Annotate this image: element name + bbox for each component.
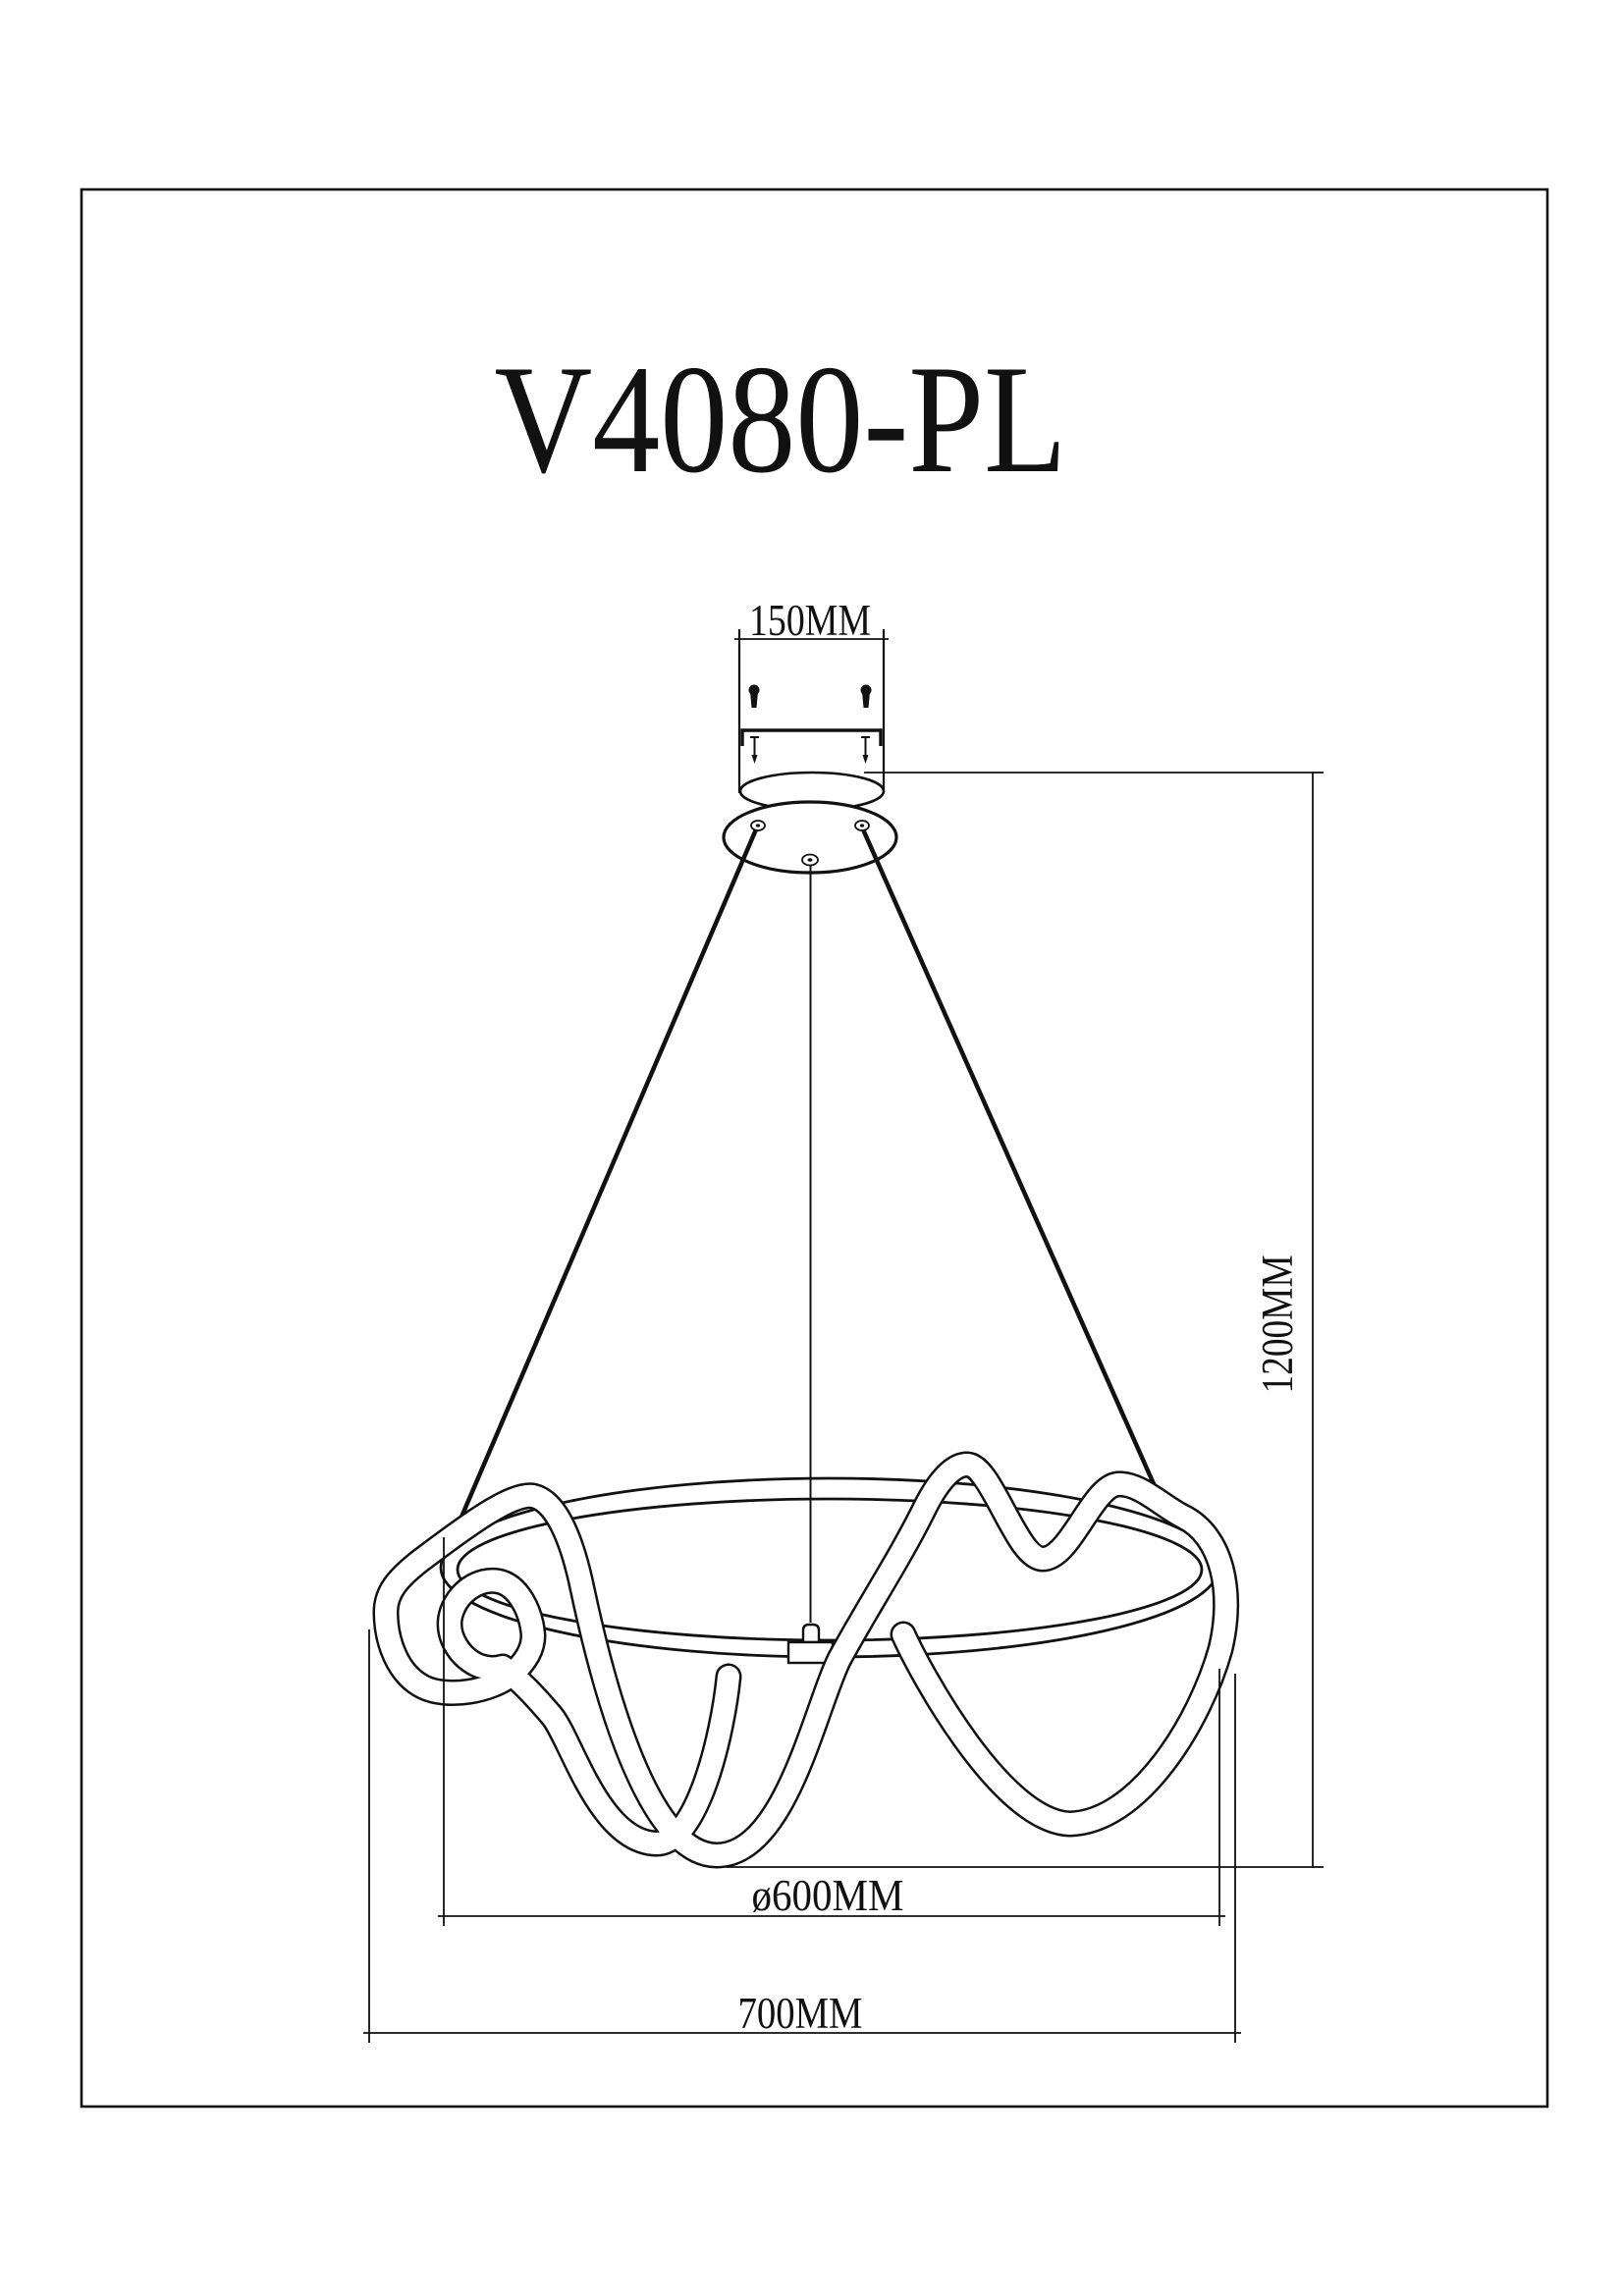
cable-right [863,829,1166,1513]
dim-label-1200mm: 1200MM [1253,1226,1302,1394]
keyhole-slot-left-icon [749,685,760,709]
keyhole-slots [749,685,872,709]
canopy-hole-right [855,821,869,830]
mounting-bracket [734,629,889,793]
screw-right-icon [861,737,870,764]
connector-knob [803,1625,819,1642]
mounting-screws [750,737,870,764]
product-title: V4080-PL [494,334,1067,506]
mounting-crossbar [742,730,881,746]
canopy-hole-center [802,855,818,866]
screw-left-icon [750,737,759,764]
dim-label-150mm: 150MM [749,596,871,645]
dim-label-700mm: 700MM [737,1989,863,2038]
keyhole-slot-right-icon [861,685,872,709]
dim-label-600mm: ø600MM [751,1870,904,1920]
canopy-hole-left [751,821,765,830]
cable-left [454,829,756,1535]
